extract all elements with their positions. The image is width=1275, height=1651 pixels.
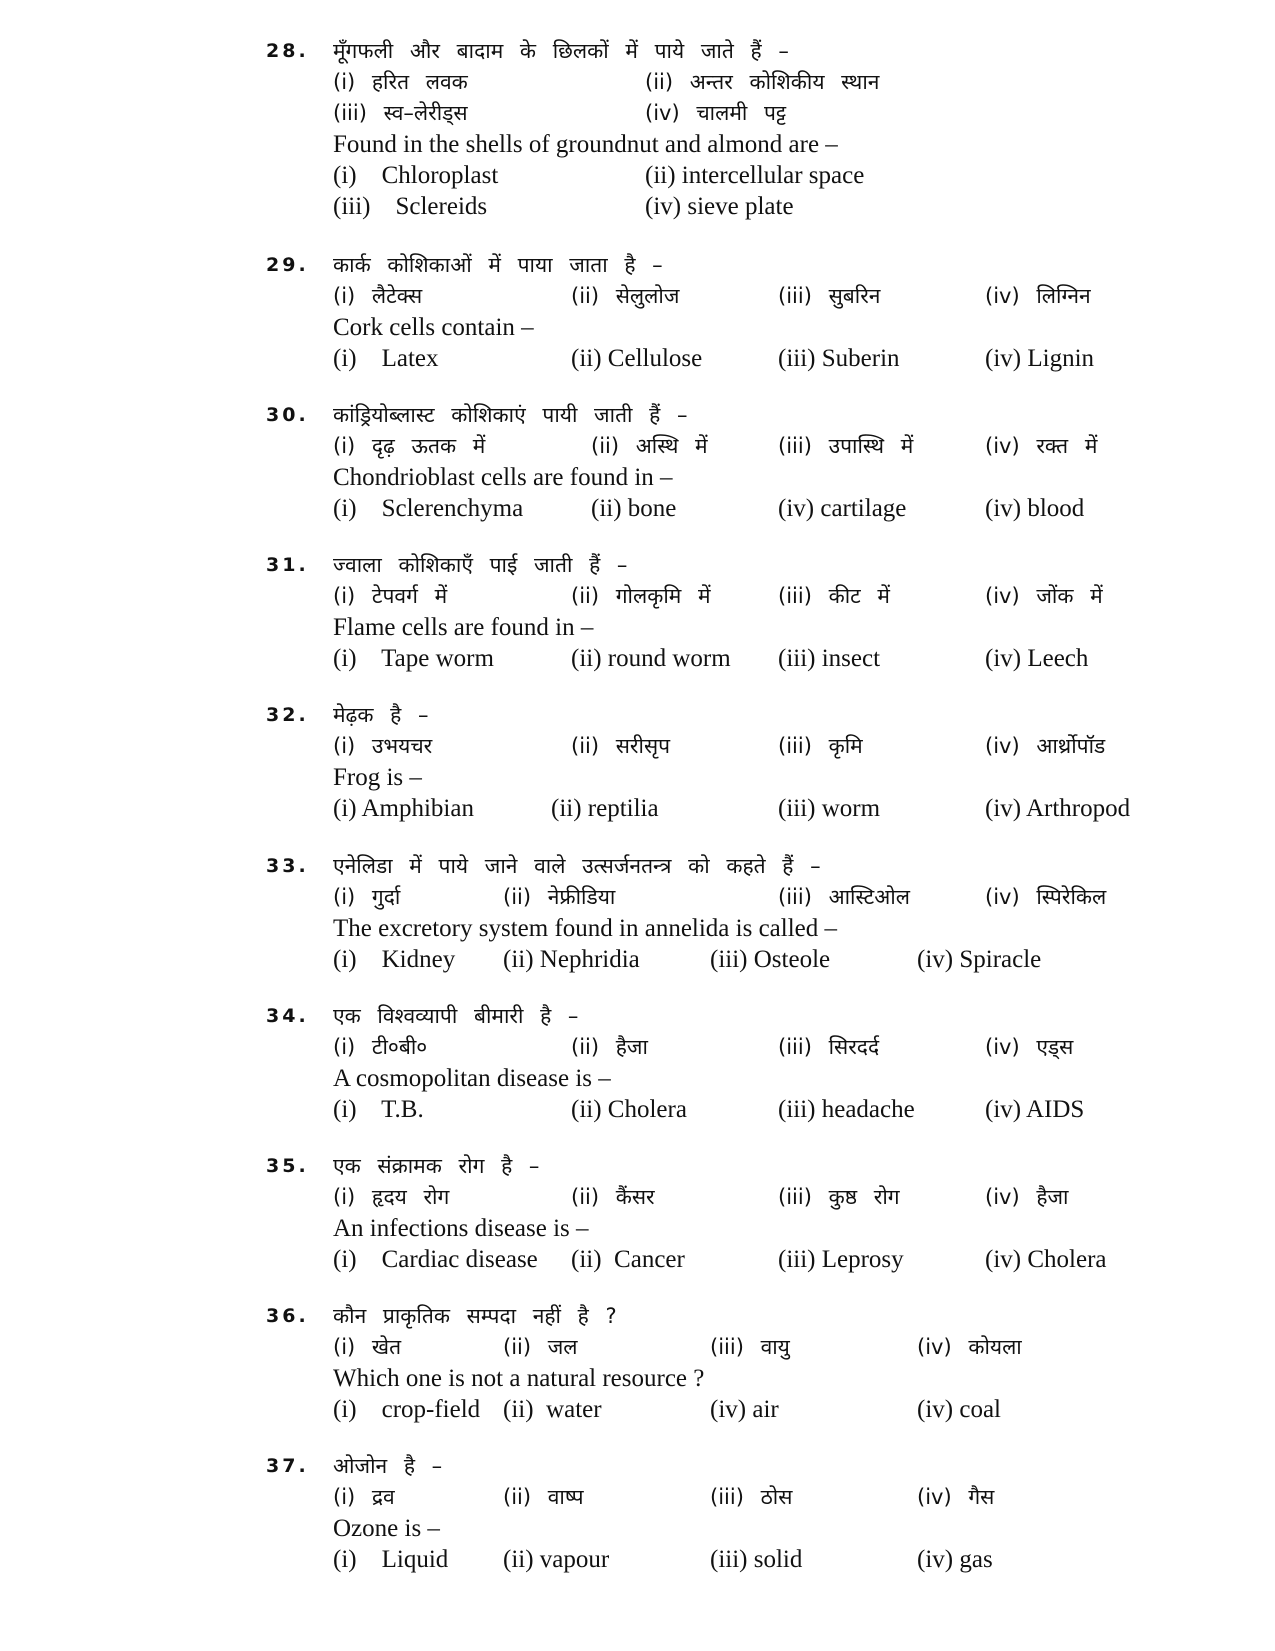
option-iii: (iii) solid xyxy=(710,1546,803,1573)
question-number: 33. xyxy=(266,855,309,877)
option-i: (i) टी०बी० xyxy=(333,1035,428,1059)
option-ii: (ii) हैजा xyxy=(571,1035,648,1059)
option-iii: (iii) कुष्ठ रोग xyxy=(778,1185,900,1209)
option-i: (i) द्रव xyxy=(333,1485,395,1509)
option-ii: (ii) अन्तर कोशिकीय स्थान xyxy=(645,70,880,94)
option-iv: (iv) रक्त में xyxy=(985,434,1098,458)
hindi-question: कार्क कोशिकाओं में पाया जाता है – xyxy=(333,253,663,277)
option-iii: (iii) आस्टिओल xyxy=(778,885,910,909)
option-iii: (iii) Leprosy xyxy=(778,1246,904,1273)
question-number: 28. xyxy=(266,40,309,62)
option-iii: (iii) वायु xyxy=(710,1335,790,1359)
option-iv: (iv) गैस xyxy=(917,1485,995,1509)
hindi-question: मेढ़क है – xyxy=(333,703,429,727)
option-i: (i) गुर्दा xyxy=(333,885,401,909)
hindi-question: एक संक्रामक रोग है – xyxy=(333,1154,540,1178)
option-iii: (iii) Osteole xyxy=(710,946,831,973)
question-number: 29. xyxy=(266,254,309,276)
option-ii: (ii) intercellular space xyxy=(645,162,865,189)
question-number: 30. xyxy=(266,404,309,426)
option-iv: (iv) Cholera xyxy=(985,1246,1107,1273)
english-question: The excretory system found in annelida is called – xyxy=(333,915,838,942)
option-iv: (iv) Leech xyxy=(985,645,1089,672)
option-i: (i) Chloroplast xyxy=(333,162,499,189)
option-iv: (iv) एड्स xyxy=(985,1035,1074,1059)
option-iv: (iv) आर्थ्रोपॉड xyxy=(985,734,1106,758)
option-iv: (iv) जोंक में xyxy=(985,584,1103,608)
english-question: Chondrioblast cells are found in – xyxy=(333,464,673,491)
option-iv: (iv) Arthropod xyxy=(985,795,1131,822)
option-ii: (ii) Cellulose xyxy=(571,345,703,372)
option-iii: (iii) सिरदर्द xyxy=(778,1035,880,1059)
option-iv: (iv) Spiracle xyxy=(917,946,1042,973)
option-iii: (iv) air xyxy=(710,1396,779,1423)
english-question: A cosmopolitan disease is – xyxy=(333,1065,611,1092)
option-i: (i) Liquid xyxy=(333,1546,449,1573)
question-number: 31. xyxy=(266,554,309,576)
option-ii: (ii) bone xyxy=(591,495,677,522)
option-iii: (iii) Suberin xyxy=(778,345,900,372)
option-i: (i) खेत xyxy=(333,1335,402,1359)
option-iv: (iv) AIDS xyxy=(985,1096,1085,1123)
option-iii: (iii) worm xyxy=(778,795,881,822)
option-ii: (ii) कैंसर xyxy=(571,1185,655,1209)
english-question: Ozone is – xyxy=(333,1515,440,1542)
english-question: Cork cells contain – xyxy=(333,314,534,341)
option-i: (i) दृढ़ ऊतक में xyxy=(333,434,486,458)
option-iv: (iv) sieve plate xyxy=(645,193,794,220)
option-ii: (ii) Cancer xyxy=(571,1246,685,1273)
option-i: (i) Amphibian xyxy=(333,795,474,822)
option-i: (i) T.B. xyxy=(333,1096,424,1123)
english-question: Flame cells are found in – xyxy=(333,614,594,641)
option-iv: (iv) gas xyxy=(917,1546,993,1573)
option-iii: (iv) cartilage xyxy=(778,495,907,522)
option-i: (i) टेपवर्ग में xyxy=(333,584,448,608)
option-i: (i) Cardiac disease xyxy=(333,1246,538,1273)
option-ii: (ii) अस्थि में xyxy=(591,434,708,458)
option-iii: (iii) कीट में xyxy=(778,584,890,608)
question-number: 34. xyxy=(266,1005,309,1027)
option-i: (i) Kidney xyxy=(333,946,456,973)
option-iv: (iv) coal xyxy=(917,1396,1001,1423)
question-number: 37. xyxy=(266,1455,309,1477)
option-iii: (iii) स्व–लेरीड्स xyxy=(333,101,468,125)
option-iv: (iv) कोयला xyxy=(917,1335,1022,1359)
option-iii: (iii) ठोस xyxy=(710,1485,793,1509)
option-iii: (iii) insect xyxy=(778,645,881,672)
hindi-question: ओजोन है – xyxy=(333,1454,443,1478)
option-iii: (iii) उपास्थि में xyxy=(778,434,914,458)
option-iv: (iv) Lignin xyxy=(985,345,1095,372)
option-i: (i) उभयचर xyxy=(333,734,433,758)
question-number: 36. xyxy=(266,1305,309,1327)
option-ii: (ii) round worm xyxy=(571,645,731,672)
option-ii: (ii) जल xyxy=(503,1335,578,1359)
option-iii: (iii) कृमि xyxy=(778,734,863,758)
option-ii: (ii) गोलकृमि में xyxy=(571,584,711,608)
option-iii: (iii) सुबरिन xyxy=(778,284,881,308)
hindi-question: कौन प्राकृतिक सम्पदा नहीं है ? xyxy=(333,1304,617,1328)
option-iv: (iv) चालमी पट्ट xyxy=(645,101,787,125)
hindi-question: कांड्रियोब्लास्ट कोशिकाएं पायी जाती हैं – xyxy=(333,403,688,427)
hindi-question: एनेलिडा में पाये जाने वाले उत्सर्जनतन्त्र को कहते हैं – xyxy=(333,854,821,878)
option-iii: (iii) Sclereids xyxy=(333,193,488,220)
option-ii: (ii) सरीसृप xyxy=(571,734,671,758)
option-i: (i) हृदय रोग xyxy=(333,1185,450,1209)
option-ii: (ii) reptilia xyxy=(551,795,659,822)
hindi-question: ज्वाला कोशिकाएँ पाई जाती हैं – xyxy=(333,553,628,577)
option-i: (i) लैटेक्स xyxy=(333,284,423,308)
option-ii: (ii) नेफ्रीडिया xyxy=(503,885,616,909)
english-question: Found in the shells of groundnut and almond are – xyxy=(333,131,838,158)
option-ii: (ii) सेलुलोज xyxy=(571,284,680,308)
option-i: (i) Latex xyxy=(333,345,439,372)
option-iv: (iv) लिग्निन xyxy=(985,284,1091,308)
english-question: Frog is – xyxy=(333,764,422,791)
option-ii: (ii) Cholera xyxy=(571,1096,687,1123)
question-number: 35. xyxy=(266,1155,309,1177)
hindi-question: मूँगफली और बादाम के छिलकों में पाये जाते हैं – xyxy=(333,39,789,63)
option-i: (i) Tape worm xyxy=(333,645,494,672)
option-iv: (iv) blood xyxy=(985,495,1085,522)
option-i: (i) Sclerenchyma xyxy=(333,495,524,522)
hindi-question: एक विश्वव्यापी बीमारी है – xyxy=(333,1004,579,1028)
option-ii: (ii) water xyxy=(503,1396,602,1423)
option-iv: (iv) हैजा xyxy=(985,1185,1069,1209)
option-ii: (ii) वाष्प xyxy=(503,1485,584,1509)
question-number: 32. xyxy=(266,704,309,726)
english-question: Which one is not a natural resource ? xyxy=(333,1365,705,1392)
option-i: (i) हरित लवक xyxy=(333,70,468,94)
option-ii: (ii) Nephridia xyxy=(503,946,640,973)
option-iii: (iii) headache xyxy=(778,1096,915,1123)
option-ii: (ii) vapour xyxy=(503,1546,610,1573)
option-i: (i) crop-field xyxy=(333,1396,481,1423)
english-question: An infections disease is – xyxy=(333,1215,589,1242)
option-iv: (iv) स्पिरेकिल xyxy=(985,885,1107,909)
